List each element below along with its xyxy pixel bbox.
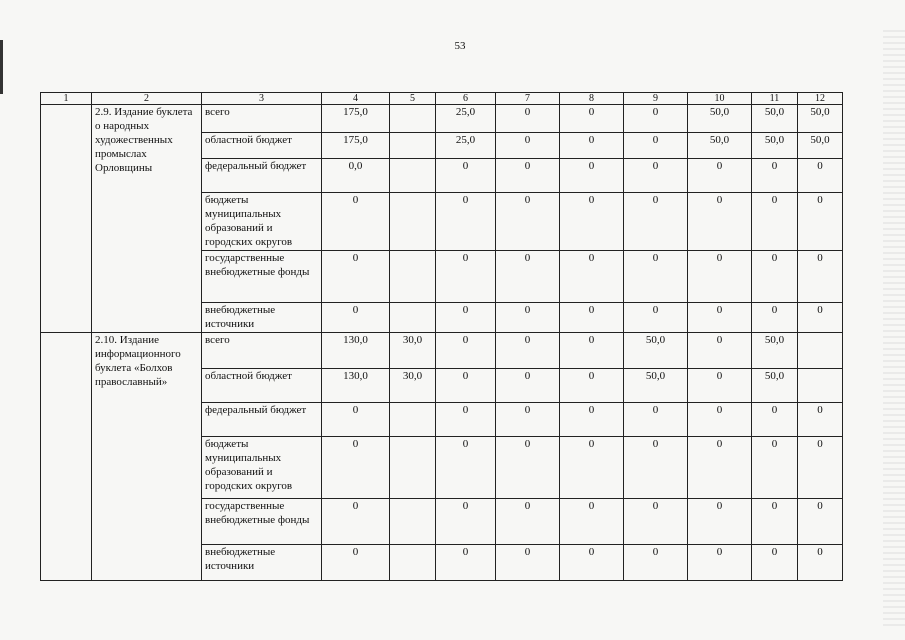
value-cell xyxy=(798,369,843,403)
value-cell: 130,0 xyxy=(322,333,390,369)
value-cell: 50,0 xyxy=(798,105,843,133)
table-header-row xyxy=(41,93,843,105)
value-cell: 0 xyxy=(688,403,752,437)
value-cell: 0 xyxy=(688,369,752,403)
table-row xyxy=(41,333,843,369)
value-cell: 0 xyxy=(322,437,390,499)
value-cell: 0 xyxy=(688,251,752,303)
funding-source-cell: областной бюджет xyxy=(202,369,322,403)
value-cell: 0 xyxy=(752,303,798,333)
value-cell: 0 xyxy=(436,369,496,403)
value-cell xyxy=(390,499,436,545)
value-cell: 0 xyxy=(688,159,752,193)
value-cell: 0 xyxy=(496,499,560,545)
value-cell: 0 xyxy=(496,303,560,333)
value-cell: 0 xyxy=(688,545,752,581)
value-cell: 0 xyxy=(496,251,560,303)
measure-name-cell: 2.10. Издание информационного буклета «Болхов православный» xyxy=(92,333,202,581)
header-cell: 7 xyxy=(496,93,560,105)
scan-edge-mark xyxy=(0,40,3,94)
value-cell: 0 xyxy=(436,333,496,369)
value-cell: 0 xyxy=(624,303,688,333)
value-cell: 0 xyxy=(322,303,390,333)
header-cell: 10 xyxy=(688,93,752,105)
value-cell: 0 xyxy=(798,303,843,333)
value-cell: 0 xyxy=(496,403,560,437)
value-cell xyxy=(390,105,436,133)
value-cell: 0 xyxy=(560,105,624,133)
value-cell: 0 xyxy=(624,499,688,545)
value-cell: 0 xyxy=(688,499,752,545)
value-cell: 50,0 xyxy=(752,105,798,133)
table-row xyxy=(41,105,843,133)
value-cell: 0 xyxy=(436,499,496,545)
budget-table xyxy=(40,92,843,581)
value-cell: 0 xyxy=(624,133,688,159)
value-cell: 0 xyxy=(624,251,688,303)
value-cell xyxy=(390,159,436,193)
value-cell: 0 xyxy=(560,159,624,193)
value-cell: 0 xyxy=(322,403,390,437)
value-cell: 0 xyxy=(560,545,624,581)
value-cell: 25,0 xyxy=(436,133,496,159)
value-cell: 0 xyxy=(496,545,560,581)
value-cell: 0 xyxy=(436,403,496,437)
header-cell: 5 xyxy=(390,93,436,105)
value-cell: 0 xyxy=(624,105,688,133)
measure-name-cell: 2.9. Издание буклета о народных художественных промыслах Орловщины xyxy=(92,105,202,333)
funding-source-cell: государственные внебюджетные фонды xyxy=(202,499,322,545)
header-cell: 3 xyxy=(202,93,322,105)
value-cell: 0 xyxy=(798,437,843,499)
value-cell: 0 xyxy=(688,303,752,333)
value-cell: 0 xyxy=(496,105,560,133)
value-cell xyxy=(390,403,436,437)
value-cell: 0 xyxy=(436,303,496,333)
funding-source-cell: областной бюджет xyxy=(202,133,322,159)
value-cell: 0 xyxy=(322,193,390,251)
value-cell: 50,0 xyxy=(752,133,798,159)
value-cell: 0 xyxy=(798,251,843,303)
value-cell: 0 xyxy=(624,159,688,193)
value-cell xyxy=(390,303,436,333)
value-cell xyxy=(798,333,843,369)
page-number: 53 xyxy=(454,40,466,52)
value-cell: 0 xyxy=(752,193,798,251)
value-cell: 0 xyxy=(436,437,496,499)
value-cell: 0 xyxy=(496,193,560,251)
funding-source-cell: государственные внебюджетные фонды xyxy=(202,251,322,303)
value-cell: 0,0 xyxy=(322,159,390,193)
value-cell: 0 xyxy=(560,251,624,303)
value-cell: 0 xyxy=(560,193,624,251)
value-cell: 0 xyxy=(752,499,798,545)
value-cell: 0 xyxy=(624,545,688,581)
value-cell: 0 xyxy=(688,333,752,369)
value-cell: 30,0 xyxy=(390,369,436,403)
number-cell xyxy=(41,105,92,333)
header-cell: 8 xyxy=(560,93,624,105)
value-cell: 0 xyxy=(798,403,843,437)
value-cell: 0 xyxy=(624,193,688,251)
value-cell: 0 xyxy=(496,333,560,369)
value-cell: 0 xyxy=(496,159,560,193)
value-cell: 50,0 xyxy=(752,369,798,403)
scan-noise xyxy=(883,30,905,630)
value-cell: 0 xyxy=(560,403,624,437)
value-cell: 0 xyxy=(688,193,752,251)
header-cell: 1 xyxy=(41,93,92,105)
value-cell xyxy=(390,545,436,581)
header-cell: 6 xyxy=(436,93,496,105)
value-cell: 0 xyxy=(560,499,624,545)
value-cell xyxy=(390,251,436,303)
value-cell xyxy=(390,437,436,499)
value-cell: 25,0 xyxy=(436,105,496,133)
value-cell: 0 xyxy=(322,251,390,303)
header-cell: 9 xyxy=(624,93,688,105)
funding-source-cell: федеральный бюджет xyxy=(202,159,322,193)
value-cell: 0 xyxy=(496,437,560,499)
value-cell: 50,0 xyxy=(624,333,688,369)
value-cell: 0 xyxy=(752,545,798,581)
header-cell: 11 xyxy=(752,93,798,105)
funding-source-cell: всего xyxy=(202,333,322,369)
value-cell: 0 xyxy=(752,251,798,303)
value-cell: 0 xyxy=(798,499,843,545)
header-cell: 4 xyxy=(322,93,390,105)
value-cell: 0 xyxy=(798,545,843,581)
funding-source-cell: внебюджетные источники xyxy=(202,545,322,581)
number-cell xyxy=(41,333,92,581)
value-cell: 0 xyxy=(496,133,560,159)
funding-source-cell: бюджеты муниципальных образований и городских округов xyxy=(202,437,322,499)
value-cell: 0 xyxy=(752,403,798,437)
value-cell: 30,0 xyxy=(390,333,436,369)
value-cell: 0 xyxy=(436,545,496,581)
value-cell: 0 xyxy=(322,499,390,545)
value-cell: 0 xyxy=(624,403,688,437)
value-cell: 0 xyxy=(560,303,624,333)
value-cell: 0 xyxy=(752,437,798,499)
value-cell: 50,0 xyxy=(688,105,752,133)
value-cell: 0 xyxy=(436,159,496,193)
value-cell: 0 xyxy=(798,193,843,251)
value-cell: 0 xyxy=(436,193,496,251)
header-cell: 12 xyxy=(798,93,843,105)
value-cell: 50,0 xyxy=(624,369,688,403)
value-cell: 175,0 xyxy=(322,133,390,159)
value-cell: 130,0 xyxy=(322,369,390,403)
value-cell: 0 xyxy=(560,133,624,159)
value-cell: 0 xyxy=(752,159,798,193)
value-cell: 0 xyxy=(560,333,624,369)
funding-source-cell: всего xyxy=(202,105,322,133)
value-cell: 0 xyxy=(560,369,624,403)
funding-source-cell: федеральный бюджет xyxy=(202,403,322,437)
value-cell: 0 xyxy=(436,251,496,303)
value-cell: 50,0 xyxy=(798,133,843,159)
value-cell: 50,0 xyxy=(688,133,752,159)
value-cell: 0 xyxy=(688,437,752,499)
header-cell: 2 xyxy=(92,93,202,105)
value-cell: 0 xyxy=(798,159,843,193)
value-cell: 0 xyxy=(624,437,688,499)
value-cell: 175,0 xyxy=(322,105,390,133)
value-cell xyxy=(390,193,436,251)
value-cell: 0 xyxy=(496,369,560,403)
value-cell: 0 xyxy=(560,437,624,499)
funding-source-cell: внебюджетные источники xyxy=(202,303,322,333)
funding-source-cell: бюджеты муниципальных образований и городских округов xyxy=(202,193,322,251)
value-cell: 50,0 xyxy=(752,333,798,369)
value-cell xyxy=(390,133,436,159)
value-cell: 0 xyxy=(322,545,390,581)
